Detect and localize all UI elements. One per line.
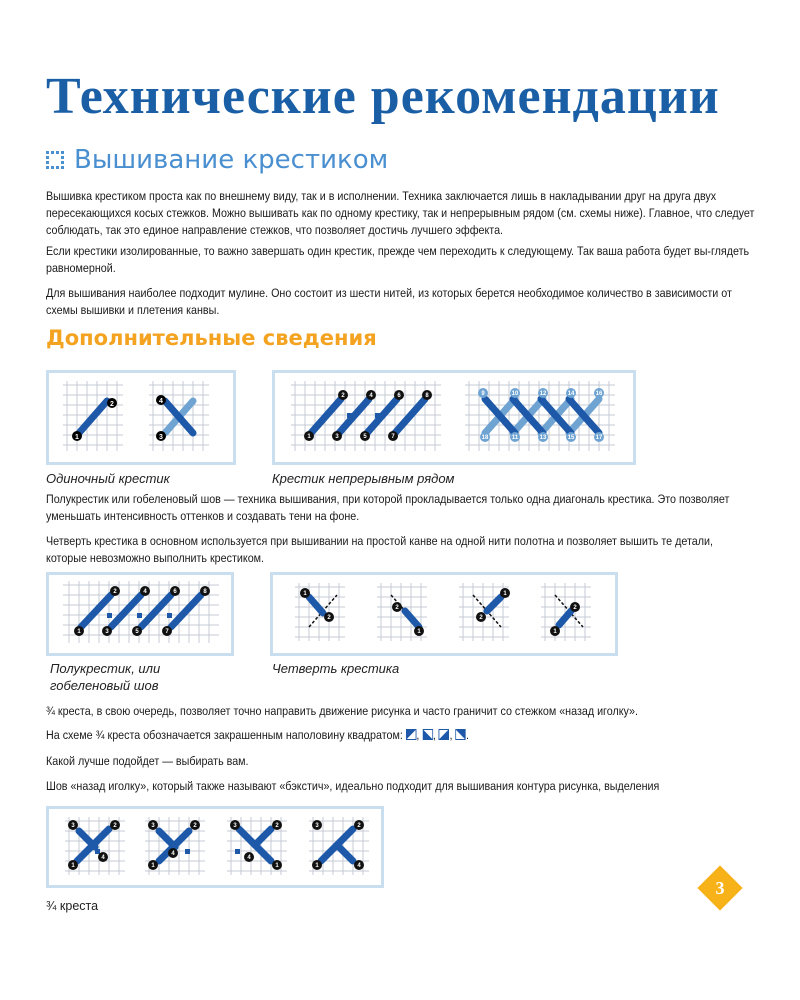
stitch-number — [190, 820, 200, 830]
stitch-diagonal — [79, 401, 107, 433]
stitch-number — [324, 612, 334, 622]
three-quarter-legend-text: На схеме ¾ креста обозначается закрашенным наполовину квадратом: — [46, 728, 403, 742]
caption-half-cross-line-1: Полукрестик, или — [50, 661, 161, 676]
section-subtitle: Вышивание крестиком — [74, 145, 389, 175]
svg-text:16: 16 — [595, 391, 603, 397]
svg-text:4: 4 — [369, 393, 373, 399]
half-filled-square-icon — [455, 729, 466, 740]
grid — [295, 583, 591, 641]
half-filled-square-icon — [439, 729, 450, 740]
svg-text:2: 2 — [113, 823, 117, 829]
stitch-number — [148, 820, 158, 830]
stitch-number — [500, 588, 510, 598]
stitch-number — [68, 860, 78, 870]
svg-text:4: 4 — [101, 855, 105, 861]
stitch-number — [360, 431, 370, 441]
svg-text:6: 6 — [397, 393, 401, 399]
half-cross-diagram — [46, 572, 234, 656]
svg-text:1: 1 — [275, 863, 279, 869]
svg-text:2: 2 — [113, 589, 117, 595]
svg-text:2: 2 — [395, 605, 399, 611]
stitch-number — [168, 848, 178, 858]
stitch-number — [414, 626, 424, 636]
stitch-number — [476, 612, 486, 622]
stitch-number — [422, 390, 432, 400]
stitch-number — [72, 431, 82, 441]
svg-text:2: 2 — [479, 615, 483, 621]
stitch-number — [392, 602, 402, 612]
stitch-number — [230, 820, 240, 830]
svg-text:7: 7 — [165, 629, 169, 635]
svg-text:10: 10 — [511, 391, 519, 397]
svg-text:1: 1 — [503, 591, 507, 597]
three-quarter-paragraph: ¾ креста, в свою очередь, позволяет точно направить движение рисунка и часто граничит со стежком «назад иголку». — [46, 704, 638, 718]
stitch-number — [102, 626, 112, 636]
intro-paragraph-1: Вышивка крестиком проста как по внешнему виду, так и в исполнении. Техника заключается лишь в накладывании друг на друга двух пересекающихся косых стежков. Можно вышивать как по одному крестику, так и непрерывным рядом (см. схемы ниже). Главное, что следует соблюдать, так это единое направление стежков, что позволяет достичь лучшего эффекта. — [46, 189, 755, 237]
half-cross-figure — [49, 575, 231, 653]
stitch-number — [478, 388, 488, 398]
stitch-number — [162, 626, 172, 636]
stitch-number — [156, 431, 166, 441]
stitch-number — [110, 820, 120, 830]
svg-text:4: 4 — [159, 398, 163, 405]
stitch-number — [354, 860, 364, 870]
stitch-number — [332, 431, 342, 441]
svg-text:2: 2 — [275, 823, 279, 829]
caption-single-cross: Одиночный крестик — [46, 471, 170, 486]
row-cross-figure — [275, 373, 633, 462]
svg-text:3: 3 — [71, 823, 75, 829]
svg-text:1: 1 — [77, 629, 81, 635]
svg-text:8: 8 — [203, 589, 207, 595]
svg-text:5: 5 — [135, 629, 139, 635]
svg-text:11: 11 — [511, 435, 519, 441]
svg-text:2: 2 — [341, 393, 345, 399]
half-filled-square-icon — [422, 729, 433, 740]
caption-quarter-cross: Четверть крестика — [272, 661, 400, 676]
svg-text:2: 2 — [327, 615, 331, 621]
caption-three-quarter: ¾ креста — [46, 899, 99, 913]
stitch-number — [74, 626, 84, 636]
stitch-number — [354, 820, 364, 830]
choose-paragraph: Какой лучше подойдет — выбирать вам. — [46, 754, 249, 768]
stitch-number — [538, 388, 548, 398]
quarter-cross-paragraph: Четверть крестика в основном используется при вышивании на простой канве на одной нити полотна и позволяет вышить те детали, которые невозможно выполнить крестиком. — [46, 534, 713, 565]
subtitle-row — [46, 142, 388, 178]
svg-text:4: 4 — [247, 855, 251, 861]
stitch-number — [338, 390, 348, 400]
page-number-badge — [698, 866, 742, 910]
svg-text:8: 8 — [425, 393, 429, 399]
three-quarter-legend: На схеме ¾ креста обозначается закрашенным наполовину квадратом: , , , . — [46, 728, 469, 742]
svg-text:4: 4 — [357, 863, 361, 869]
svg-text:3: 3 — [335, 434, 339, 440]
stitch-number — [550, 626, 560, 636]
single-cross-figure — [49, 373, 233, 462]
svg-text:13: 13 — [539, 435, 547, 441]
stitch-number — [272, 820, 282, 830]
page-title: Технические рекомендации — [46, 68, 720, 125]
intro-paragraph-3: Для вышивания наиболее подходит мулине. Оно состоит из шести нитей, из которых берется необходимое количество в зависимости от схемы вышивки и плетения канвы. — [46, 286, 732, 317]
svg-text:14: 14 — [567, 391, 575, 397]
svg-text:5: 5 — [363, 434, 367, 440]
svg-text:3: 3 — [151, 823, 155, 829]
quarter-cross-diagram — [270, 572, 618, 656]
svg-text:2: 2 — [573, 605, 577, 611]
svg-text:4: 4 — [171, 851, 175, 857]
stitch-number — [68, 820, 78, 830]
page-number: 3 — [715, 878, 725, 898]
svg-text:1: 1 — [307, 434, 311, 440]
stitch-number — [538, 432, 548, 442]
stitch-number — [272, 860, 282, 870]
grid — [63, 381, 209, 451]
stitch-number — [107, 398, 117, 408]
svg-text:1: 1 — [553, 629, 557, 635]
svg-text:15: 15 — [567, 435, 575, 441]
svg-text:2: 2 — [357, 823, 361, 829]
svg-text:1: 1 — [417, 629, 421, 635]
stitch-number — [200, 586, 210, 596]
caption-row-cross: Крестик непрерывным рядом — [272, 471, 455, 486]
stitch-number — [304, 431, 314, 441]
stitch-number — [388, 431, 398, 441]
stitch-number — [566, 388, 576, 398]
stitch-number — [566, 432, 576, 442]
stitch-number — [594, 388, 604, 398]
svg-text:3: 3 — [105, 629, 109, 635]
svg-text:3: 3 — [233, 823, 237, 829]
row-cross-diagram — [272, 370, 636, 465]
three-quarter-stitches — [77, 829, 353, 861]
svg-text:9: 9 — [481, 391, 485, 397]
stitch-number — [570, 602, 580, 612]
stitch-number — [244, 852, 254, 862]
stitch-number — [140, 586, 150, 596]
svg-text:3: 3 — [159, 434, 163, 441]
svg-text:17: 17 — [595, 435, 603, 441]
stitch-number — [594, 432, 604, 442]
stitch-number — [510, 388, 520, 398]
stitch-number — [366, 390, 376, 400]
dotted-square-icon — [46, 151, 64, 169]
stitch-number — [312, 860, 322, 870]
quarter-cross-figure — [273, 575, 615, 653]
svg-text:1: 1 — [315, 863, 319, 869]
svg-text:1: 1 — [303, 591, 307, 597]
quarter-dashes — [309, 595, 583, 627]
quarter-stitches — [309, 597, 571, 627]
backstitch-paragraph: Шов «назад иголку», который также называют «бэкстич», идеально подходит для вышивания контура рисунка, выделения — [46, 779, 660, 793]
svg-text:6: 6 — [173, 589, 177, 595]
three-quarter-figure — [49, 809, 381, 885]
stitch-number — [148, 860, 158, 870]
stitch-number — [110, 586, 120, 596]
svg-text:18: 18 — [481, 435, 489, 441]
svg-text:4: 4 — [143, 589, 147, 595]
stitch-number — [394, 390, 404, 400]
stitch-number — [312, 820, 322, 830]
svg-text:2: 2 — [110, 401, 114, 408]
stitch-number — [300, 588, 310, 598]
single-cross-diagram — [46, 370, 236, 465]
section-heading: Дополнительные сведения — [46, 326, 377, 350]
svg-text:1: 1 — [71, 863, 75, 869]
stitch-number — [480, 432, 490, 442]
svg-text:1: 1 — [151, 863, 155, 869]
stitch-number — [132, 626, 142, 636]
stitch-number — [98, 852, 108, 862]
svg-text:7: 7 — [391, 434, 395, 440]
half-cross-paragraph: Полукрестик или гобеленовый шов — техника вышивания, при которой прокладывается только одна диагональ крестика. Это позволяет уменьшать интенсивность оттенков и создавать тени на фоне. — [46, 492, 730, 523]
svg-text:2: 2 — [193, 823, 197, 829]
stitch-row-cross — [485, 399, 599, 433]
svg-text:12: 12 — [539, 391, 547, 397]
stitch-number — [510, 432, 520, 442]
caption-half-cross-line-2: гобеленовый шов — [50, 678, 159, 693]
stitch-number — [156, 395, 166, 405]
svg-text:3: 3 — [315, 823, 319, 829]
half-filled-square-icon — [406, 729, 417, 740]
intro-paragraph-2: Если крестики изолированные, то важно завершать один крестик, прежде чем переходить к следующему. Так ваша работа будет вы-глядеть равномерной. — [46, 244, 750, 275]
svg-text:1: 1 — [75, 434, 79, 441]
stitch-number — [170, 586, 180, 596]
stitch-row — [311, 399, 425, 433]
three-quarter-diagram — [46, 806, 384, 888]
